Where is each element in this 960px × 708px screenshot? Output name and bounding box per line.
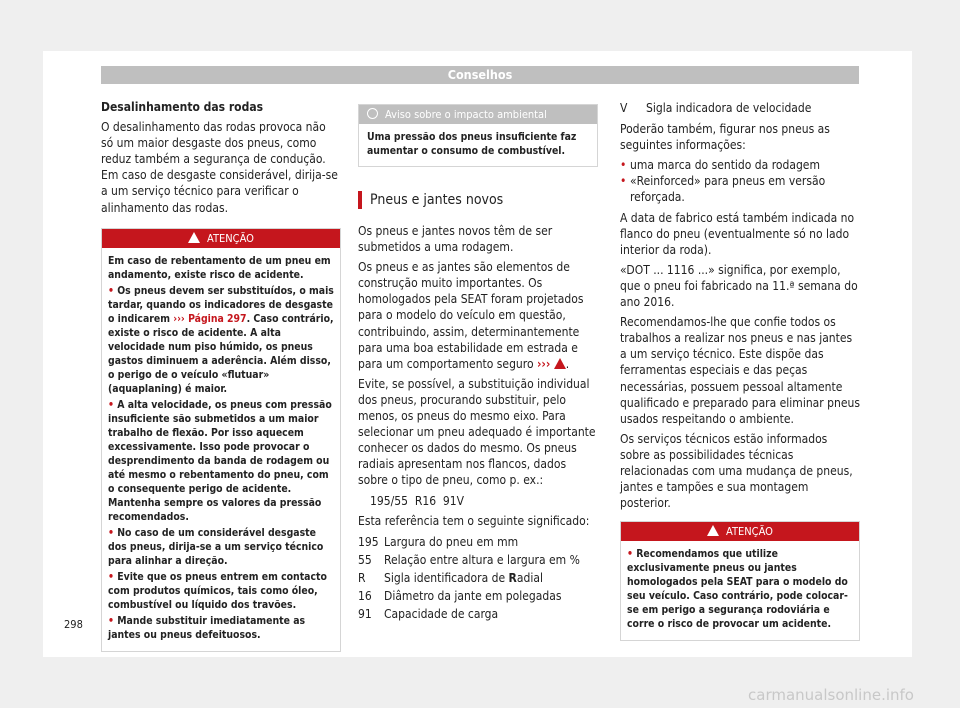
environment-icon — [367, 108, 378, 119]
warning-bullet: • No caso de um considerável desgaste dos pneus, dirija-se a um serviço técnico para alinhar a direção. — [108, 526, 324, 567]
environment-header — [359, 105, 597, 124]
environment-title: Aviso sobre o impacto ambiental — [385, 108, 547, 121]
warning-body — [621, 541, 859, 640]
warning-body — [102, 248, 340, 651]
warning-bullet: • Mande substituir imediatamente as jantes ou pneus defeituosos. — [108, 614, 306, 641]
paragraph: «DOT ... 1116 ...» significa, por exemplo, que o pneu foi fabricado na 11.ª semana do ano 2016. — [620, 262, 858, 310]
list-item: • uma marca do sentido da rodagem — [620, 157, 860, 173]
warning-bullet: • Os pneus devem ser substituídos, o mais tardar, quando os indicadores de desgaste o indicarem ››› Página 297. Caso contrário, existe o risco de acidente. A alta velocidade num piso húmido, os pneus gastos diminuem a aderência. Além disso, o perigo de o veículo «flutuar» (aquaplaning) é maior. — [108, 284, 334, 395]
paragraph: Os serviços técnicos estão informados sobre as possibilidades técnicas relacionadas com uma mudança de pneus, jantes e tampões e sua montagem posterior. — [620, 431, 853, 511]
column-1 — [101, 99, 341, 652]
warning-triangle-icon — [707, 525, 719, 536]
arrow-icon: ››› — [536, 356, 551, 371]
warning-box — [620, 521, 860, 641]
page-link[interactable]: Página 297 — [188, 312, 247, 325]
bullet-icon: • — [108, 526, 118, 539]
bullet-icon: • — [108, 614, 118, 627]
page-number: 298 — [64, 618, 83, 631]
paragraph: O desalinhamento das rodas provoca não só um maior desgaste dos pneus, como reduz também a segurança de condução. Em caso de desgaste considerável, dirija-se a um serviço técnico para verificar o alinhamento das rodas. — [101, 120, 338, 215]
column-3 — [620, 99, 860, 641]
warning-bullet: • A alta velocidade, os pneus com pressão insuficiente são submetidos a um maior trabalho de flexão. Por isso aquecem excessivamente. Isso pode provocar o desprendimento da banda de rodagem ou até mesmo o rebentamento do pneu, com o consequente perigo de acidente. Mantenha sempre os valores da pressão recomendados. — [108, 398, 332, 523]
warning-intro: Em caso de rebentamento de um pneu em andamento, existe risco de acidente. — [108, 254, 331, 281]
page-header: Conselhos — [101, 66, 859, 84]
definition-row: V Sigla indicadora de velocidade — [620, 101, 812, 115]
paragraph: A data de fabrico está também indicada no flanco do pneu (eventualmente só no lado interior da roda). — [620, 210, 855, 257]
definition-row: 195 Largura do pneu em mm — [358, 534, 519, 549]
bullet-icon: • — [108, 284, 118, 297]
paragraph: Esta referência tem o seguinte significado: — [358, 513, 590, 528]
definition-row: 55 Relação entre altura e largura em % — [358, 552, 580, 567]
subsection-title: Desalinhamento das rodas — [101, 100, 264, 114]
environment-notice — [358, 104, 598, 167]
section-title: Pneus e jantes novos — [358, 191, 598, 209]
warning-bullet: • Evite que os pneus entrem em contacto com produtos químicos, tais como óleo, combustível ou líquido dos travões. — [108, 570, 327, 611]
definition-row: R Sigla identificadora de Radial — [358, 570, 543, 585]
bullet-icon: • — [108, 398, 118, 411]
warning-header — [621, 522, 859, 541]
environment-body: Uma pressão dos pneus insuficiente faz aumentar o consumo de combustível. — [367, 131, 577, 157]
paragraph: Evite, se possível, a substituição individual dos pneus, procurando substituir, pelo menos, os pneus do mesmo eixo. Para selecionar um pneu adequado é importante conhecer os dados do mesmo. Os pneus radiais apresentam nos flancos, dados sobre o tipo de pneu, como p. ex.: — [358, 376, 596, 488]
paragraph: Recomendamos-lhe que confie todos os trabalhos a realizar nos pneus e nas jantes a um serviço técnico. Este dispõe das ferramentas especiais e das peças necessárias, possuem pessoal altamente qualificado e preparado para eliminar pneus usados respeitando o ambiente. — [620, 315, 860, 426]
definition-row: 16 Diâmetro da jante em polegadas — [358, 588, 562, 603]
bullet-icon: • — [108, 570, 118, 583]
tire-code: 195/55 R16 91V — [370, 493, 465, 508]
warning-title: ATENÇÃO — [207, 231, 254, 245]
paragraph: Os pneus e as jantes são elementos de construção muito importantes. Os homologados pela SEAT foram projetados para o modelo do veículo em questão, contribuindo, assim, determinantemente para uma boa estabilidade em estrada e para um comportamento seguro ››› . — [358, 260, 584, 371]
warning-box — [101, 228, 341, 652]
warning-header — [102, 229, 340, 248]
tire-code-definitions — [358, 533, 598, 623]
bullet-icon: • — [627, 548, 637, 561]
paragraph: Os pneus e jantes novos têm de ser submetidos a uma rodagem. — [358, 224, 553, 255]
warning-triangle-icon — [188, 232, 200, 243]
warning-title: ATENÇÃO — [726, 525, 773, 539]
list-item: • «Reinforced» para pneus em versão reforçada. — [620, 173, 860, 205]
tire-code-definitions — [620, 99, 860, 117]
column-2 — [358, 104, 598, 623]
info-list — [620, 157, 860, 205]
paragraph: Poderão também, figurar nos pneus as seguintes informações: — [620, 122, 830, 153]
arrow-icon: ››› — [173, 312, 185, 325]
definition-row: 91 Capacidade de carga — [358, 607, 499, 622]
warning-bullet: • Recomendamos que utilize exclusivamente pneus ou jantes homologados pela SEAT para o modelo do seu veículo. Caso contrário, pode colocar-se em perigo a segurança rodoviária e corre o risco de provocar um acidente. — [627, 548, 848, 631]
warning-triangle-icon[interactable] — [554, 358, 566, 369]
watermark: carmanualsonline.info — [748, 686, 914, 704]
